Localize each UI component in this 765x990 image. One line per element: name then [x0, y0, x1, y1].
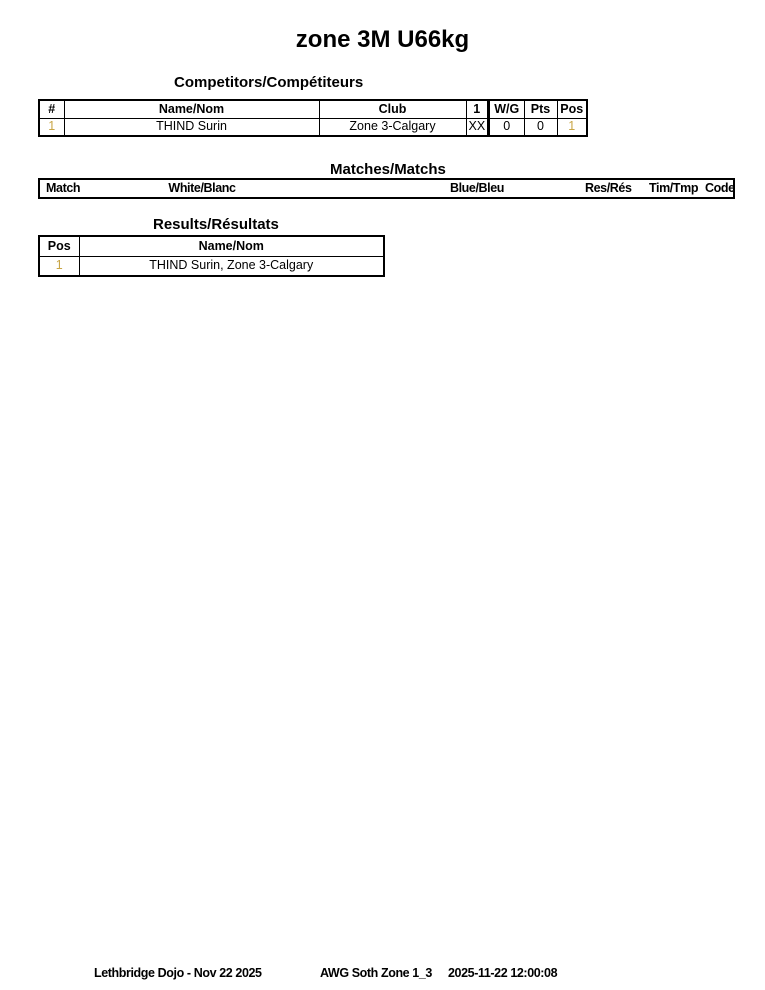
competitors-score-table: [488, 99, 588, 137]
col-header-tim: Tim/Tmp: [649, 181, 699, 195]
competitor-num: 1: [39, 118, 64, 136]
col-header-club: Club: [319, 100, 466, 118]
result-pos: 1: [39, 256, 79, 276]
col-header-pts: Pts: [524, 100, 557, 118]
competitor-opp1: XX: [466, 118, 488, 136]
col-header-num: #: [39, 100, 64, 118]
result-row: [39, 256, 384, 276]
col-header-code: Code: [705, 181, 735, 195]
competitors-header-row: [39, 100, 488, 118]
footer-timestamp: 2025-11-22 12:00:08: [448, 966, 558, 980]
competitor-pts: 0: [524, 118, 557, 136]
results-header-row: [39, 236, 384, 256]
score-header-row: [489, 100, 587, 118]
col-header-white: White/Blanc: [168, 181, 236, 195]
matches-header-bar: [38, 178, 735, 199]
col-header-name: Name/Nom: [64, 100, 319, 118]
col-header-res: Res/Rés: [585, 181, 632, 195]
results-table: [38, 235, 385, 277]
competitor-club: Zone 3-Calgary: [319, 118, 466, 136]
competitors-table: [38, 99, 588, 137]
footer-event: AWG Soth Zone 1_3: [320, 966, 432, 980]
col-header-wg: W/G: [489, 100, 524, 118]
competitors-heading: Competitors/Compétiteurs: [174, 74, 364, 91]
competitors-main-table: [38, 99, 489, 137]
page-title: zone 3M U66kg: [295, 26, 470, 53]
col-header-blue: Blue/Bleu: [449, 181, 505, 195]
col-header-result-pos: Pos: [39, 236, 79, 256]
footer-venue: Lethbridge Dojo - Nov 22 2025: [94, 966, 262, 980]
col-header-opp1: 1: [466, 100, 488, 118]
result-name: THIND Surin, Zone 3-Calgary: [79, 256, 384, 276]
competitor-wg: 0: [489, 118, 524, 136]
col-header-pos: Pos: [557, 100, 587, 118]
matches-heading: Matches/Matchs: [330, 161, 446, 178]
results-heading: Results/Résultats: [153, 216, 279, 233]
col-header-match: Match: [46, 181, 81, 195]
competitor-name: THIND Surin: [64, 118, 319, 136]
competitor-row: [39, 118, 488, 136]
competitor-pos: 1: [557, 118, 587, 136]
col-header-result-name: Name/Nom: [79, 236, 384, 256]
score-row: [489, 118, 587, 136]
